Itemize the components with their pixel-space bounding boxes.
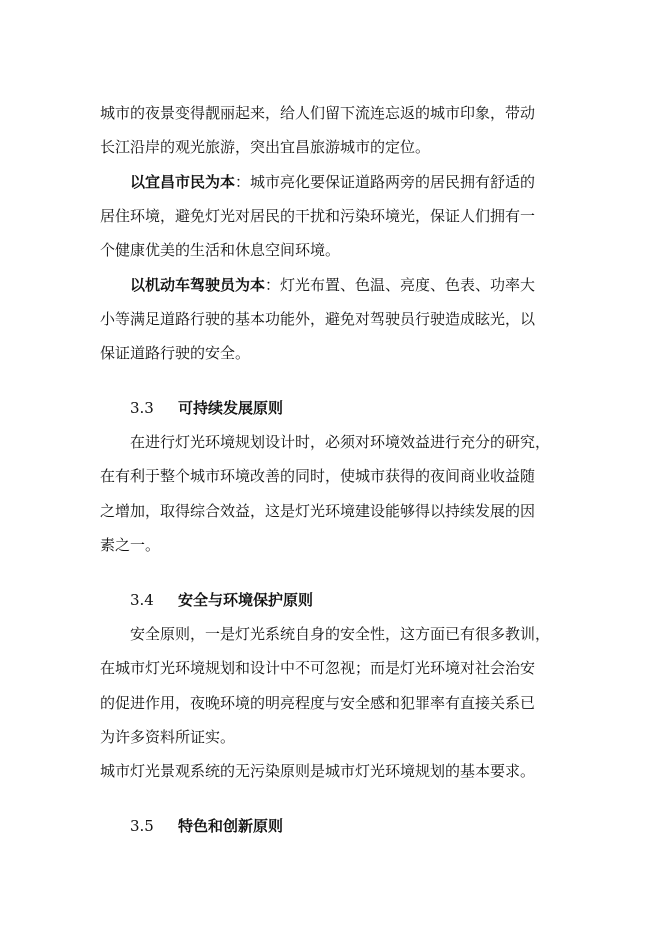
paragraph-line: 素之一。 (100, 536, 161, 554)
paragraph-line: 保证道路行驶的安全。 (100, 344, 251, 362)
paragraph-lead: 以宜昌市民为本 (130, 173, 236, 191)
section-title: 特色和创新原则 (178, 817, 284, 835)
paragraph-line: 为许多资料所证实。 (100, 728, 236, 746)
section-heading (130, 589, 313, 611)
paragraph-lead: 以机动车驾驶员为本 (130, 276, 266, 294)
section-heading (130, 397, 283, 419)
paragraph-text: ：城市亮化要保证道路两旁的居民拥有舒适的 (235, 173, 536, 191)
paragraph-line: 个健康优美的生活和休息空间环境。 (100, 241, 341, 259)
paragraph-line: 城市的夜景变得靓丽起来，给人们留下流连忘返的城市印象，带动 (100, 104, 536, 122)
paragraph-line: 城市灯光景观系统的无污染原则是城市灯光环境规划的基本要求。 (100, 762, 536, 780)
section-number: 3.3 (130, 399, 154, 417)
paragraph-text: ：灯光布置、色温、亮度、色表、功率大 (265, 276, 536, 294)
section-title: 可持续发展原则 (178, 399, 284, 417)
paragraph-line (130, 171, 535, 193)
paragraph-line: 居住环境，避免灯光对居民的干扰和污染环境光，保证人们拥有一 (100, 207, 536, 225)
section-title: 安全与环境保护原则 (178, 591, 314, 609)
paragraph-line: 安全原则，一是灯光系统自身的安全性，这方面已有很多教训， (130, 625, 551, 643)
section-heading (130, 815, 283, 837)
paragraph-line: 长江沿岸的观光旅游，突出宜昌旅游城市的定位。 (100, 138, 431, 156)
section-number: 3.5 (130, 817, 154, 835)
paragraph-line (130, 274, 535, 296)
paragraph-line: 之增加，取得综合效益，这是灯光环境建设能够得以持续发展的因 (100, 502, 536, 520)
paragraph-line: 在进行灯光环境规划设计时，必须对环境效益进行充分的研究， (130, 433, 551, 451)
paragraph-line: 在有利于整个城市环境改善的同时，使城市获得的夜间商业收益随 (100, 467, 536, 485)
section-number: 3.4 (130, 591, 154, 609)
paragraph-line: 在城市灯光环境规划和设计中不可忽视；而是灯光环境对社会治安 (100, 659, 536, 677)
paragraph-line: 小等满足道路行驶的基本功能外，避免对驾驶员行驶造成眩光，以 (100, 310, 536, 328)
paragraph-line: 的促进作用，夜晚环境的明亮程度与安全感和犯罪率有直接关系已 (100, 694, 536, 712)
